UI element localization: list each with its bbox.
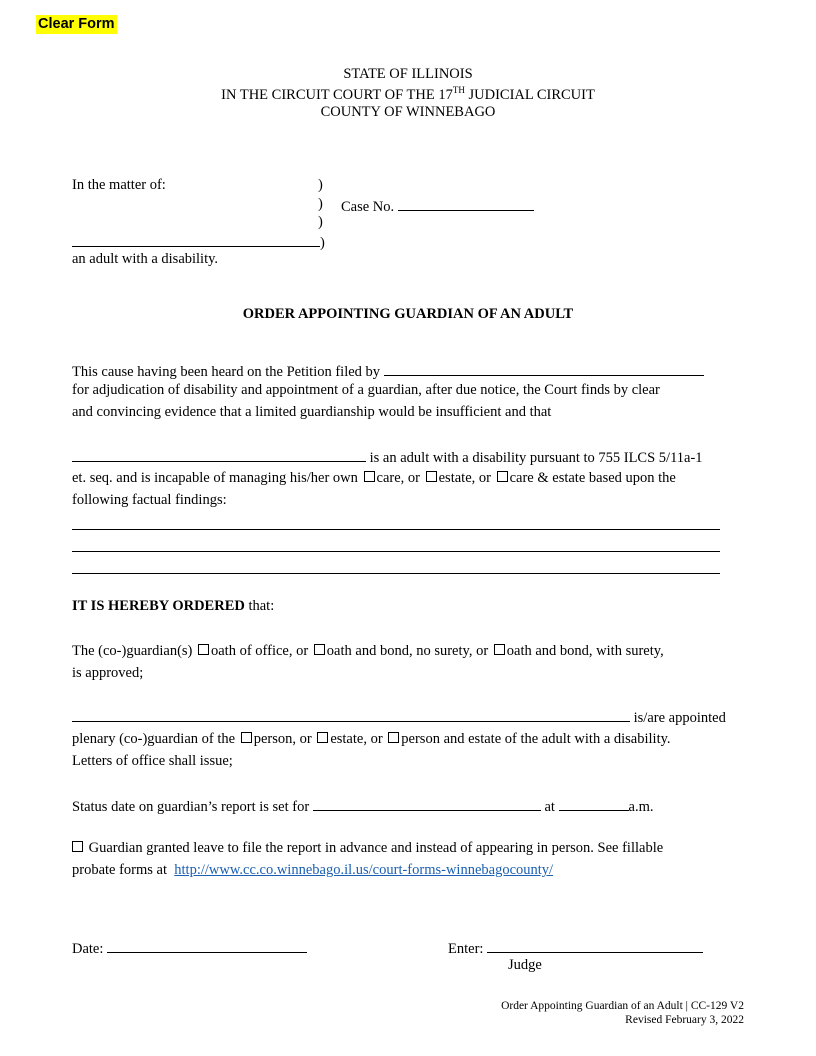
- person-estate-checkbox[interactable]: [388, 732, 399, 743]
- adult-name-field[interactable]: [72, 447, 366, 462]
- appoint-line1-text: is/are appointed: [633, 710, 726, 726]
- para1-line3: and convincing evidence that a limited guardianship would be insufficient and that: [72, 404, 552, 420]
- appoint-line2-text: plenary (co-)guardian of the: [72, 731, 236, 747]
- enter-label: Enter:: [448, 941, 484, 957]
- case-no-row: [341, 196, 534, 216]
- judge-signature-field[interactable]: [487, 938, 703, 953]
- findings-line-3[interactable]: [72, 558, 720, 574]
- appoint-estate-checkbox[interactable]: [317, 732, 328, 743]
- enter-row: [448, 938, 703, 958]
- case-no-label: Case No.: [341, 199, 395, 215]
- in-matter-label: In the matter of:: [72, 177, 166, 193]
- para2-line3: following factual findings:: [72, 492, 227, 508]
- petitioner-field[interactable]: [384, 361, 704, 376]
- para2-line2: [72, 470, 676, 487]
- para1-line1-text: This cause having been heard on the Petition filed by: [72, 364, 381, 380]
- oath-bond-no-surety-checkbox[interactable]: [314, 644, 325, 655]
- oath-prefix: The (co-)guardian(s): [72, 643, 193, 659]
- leave-text: Guardian granted leave to file the report in advance and instead of appearing in person. See fillable: [88, 840, 664, 856]
- caption-paren: ): [318, 214, 323, 230]
- header-state: STATE OF ILLINOIS: [343, 66, 473, 82]
- ordered-bold: IT IS HEREBY ORDERED: [72, 598, 245, 614]
- footer-revised: Revised February 3, 2022: [625, 1014, 744, 1026]
- appoint-line3: Letters of office shall issue;: [72, 753, 233, 769]
- care-label: care, or: [376, 470, 420, 486]
- date-field[interactable]: [107, 938, 307, 953]
- oath-line2: is approved;: [72, 665, 144, 681]
- person-estate-label: person and estate of the adult with a disability.: [401, 731, 671, 747]
- forms-link[interactable]: http://www.cc.co.winnebago.il.us/court-forms-winnebagocounty/: [174, 862, 554, 878]
- oath-line1: [72, 643, 664, 660]
- date-row: [72, 938, 307, 958]
- leave-line2: [72, 862, 553, 879]
- para2-line1: [72, 447, 703, 467]
- adult-label: an adult with a disability.: [72, 251, 219, 267]
- findings-line-2[interactable]: [72, 536, 720, 552]
- caption-paren: ): [318, 177, 323, 193]
- status-date-field[interactable]: [313, 796, 541, 811]
- oath-bond-surety-label: oath and bond, with surety,: [506, 643, 664, 659]
- care-estate-checkbox[interactable]: [497, 471, 508, 482]
- caption-paren: ): [318, 196, 323, 212]
- respondent-name-field[interactable]: [72, 232, 320, 247]
- status-at: at: [544, 799, 555, 815]
- care-estate-label: care & estate based upon the: [509, 470, 676, 486]
- appoint-line2: [72, 731, 671, 748]
- appoint-estate-label: estate, or: [330, 731, 383, 747]
- oath-office-label: oath of office, or: [211, 643, 309, 659]
- person-checkbox[interactable]: [241, 732, 252, 743]
- ordered-rest: that:: [244, 598, 275, 614]
- status-line: [72, 796, 654, 816]
- clear-form-button[interactable]: Clear Form: [38, 16, 115, 32]
- leave-checkbox[interactable]: [72, 841, 83, 852]
- date-label: Date:: [72, 941, 104, 957]
- judge-label: Judge: [508, 957, 542, 973]
- para2-line1-text: is an adult with a disability pursuant to 755 ILCS 5/11a-1: [369, 450, 703, 466]
- status-label: Status date on guardian’s report is set for: [72, 799, 310, 815]
- ordered-heading: [72, 598, 274, 615]
- leave-line1: [72, 840, 663, 857]
- respondent-row: [72, 232, 325, 252]
- para1-line2: for adjudication of disability and appointment of a guardian, after due notice, the Court finds by clear: [72, 382, 660, 398]
- header-court-sup: TH: [452, 85, 465, 95]
- header-court: [0, 85, 816, 104]
- person-label: person, or: [253, 731, 312, 747]
- header-court-suffix: JUDICIAL CIRCUIT: [464, 86, 595, 103]
- header-county: COUNTY OF WINNEBAGO: [320, 104, 496, 120]
- appoint-line1: [72, 707, 726, 727]
- header-court-prefix: IN THE CIRCUIT COURT OF THE 17: [221, 86, 453, 103]
- status-time-field[interactable]: [559, 796, 629, 811]
- findings-line-1[interactable]: [72, 514, 720, 530]
- estate-checkbox[interactable]: [426, 471, 437, 482]
- caption-paren: ): [320, 235, 325, 251]
- leave-prefix: probate forms at: [72, 862, 168, 878]
- oath-office-checkbox[interactable]: [198, 644, 209, 655]
- para2-line2-text: et. seq. and is incapable of managing his/her own: [72, 470, 358, 486]
- page-title: ORDER APPOINTING GUARDIAN OF AN ADULT: [242, 306, 574, 322]
- care-checkbox[interactable]: [364, 471, 375, 482]
- para1-line1: [72, 361, 704, 381]
- status-am: a.m.: [628, 799, 654, 815]
- case-no-field[interactable]: [398, 196, 534, 211]
- oath-bond-surety-checkbox[interactable]: [494, 644, 505, 655]
- oath-bond-no-surety-label: oath and bond, no surety, or: [326, 643, 489, 659]
- estate-label: estate, or: [438, 470, 491, 486]
- footer-form-id: Order Appointing Guardian of an Adult | CC-129 V2: [501, 1000, 744, 1012]
- guardian-name-field[interactable]: [72, 707, 630, 722]
